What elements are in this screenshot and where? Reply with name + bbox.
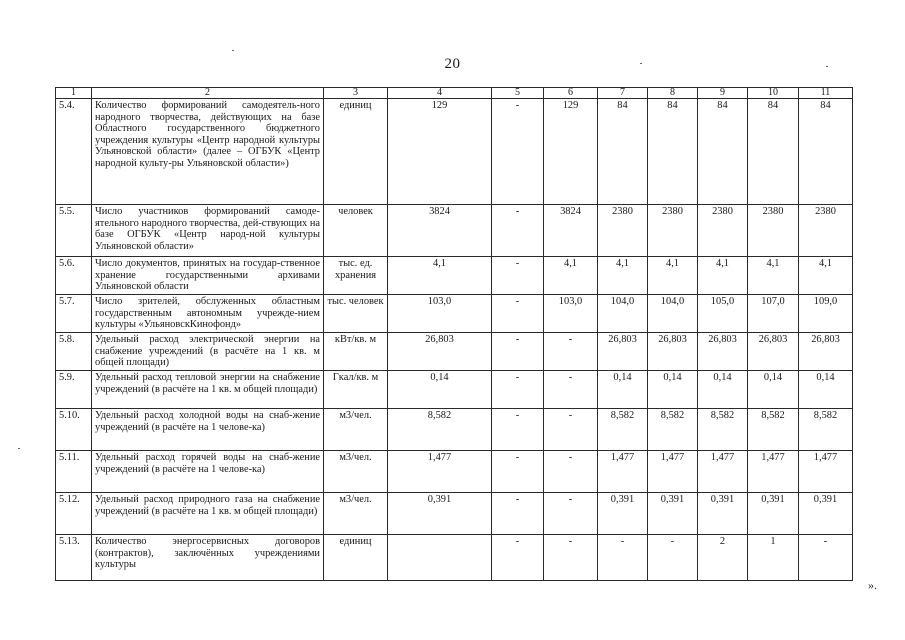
unit-cell: единиц [324, 535, 388, 581]
indicator-name: Удельный расход электрической энергии на снабжение учреждений (в расчёте на 1 кв. м общей площади) [92, 333, 324, 371]
value-cell: 2380 [648, 205, 698, 257]
table-row [56, 535, 853, 581]
value-cell: - [492, 333, 544, 371]
value-cell: 0,14 [748, 371, 799, 409]
unit-cell: м3/чел. [324, 493, 388, 535]
row-number: 5.12. [56, 493, 92, 535]
value-cell: 8,582 [648, 409, 698, 451]
value-cell: - [544, 333, 598, 371]
indicator-name: Количество формирований самодеятель-ного народного творчества, действующих на базе Областного государственного бюджетного учреждения культуры «Центр народной культуры Ульяновской области» (далее – ОГБУК «Центр народной культу-ры Ульяновской области») [92, 99, 324, 205]
table-row [56, 409, 853, 451]
value-cell: 0,391 [748, 493, 799, 535]
value-cell: - [492, 409, 544, 451]
value-cell: - [492, 493, 544, 535]
value-cell [388, 535, 492, 581]
value-cell: 84 [698, 99, 748, 205]
row-number: 5.10. [56, 409, 92, 451]
value-cell: 103,0 [544, 295, 598, 333]
col-header-1: 1 [56, 88, 92, 99]
table-row [56, 371, 853, 409]
indicator-name: Количество энергосервисных договоров (контрактов), заключённых учреждениями культуры [92, 535, 324, 581]
unit-cell: м3/чел. [324, 451, 388, 493]
value-cell: 0,14 [648, 371, 698, 409]
row-number: 5.7. [56, 295, 92, 333]
unit-cell: м3/чел. [324, 409, 388, 451]
col-header-7: 7 [598, 88, 648, 99]
indicator-name: Число документов, принятых на государ-ственное хранение государственными архивами Ульяновской области [92, 257, 324, 295]
value-cell: - [492, 371, 544, 409]
table-row [56, 451, 853, 493]
col-header-8: 8 [648, 88, 698, 99]
row-number: 5.9. [56, 371, 92, 409]
value-cell: - [492, 451, 544, 493]
value-cell: 104,0 [648, 295, 698, 333]
value-cell: 104,0 [598, 295, 648, 333]
col-header-10: 10 [748, 88, 799, 99]
value-cell: 1,477 [388, 451, 492, 493]
table-row [56, 205, 853, 257]
col-header-9: 9 [698, 88, 748, 99]
value-cell: 129 [388, 99, 492, 205]
col-header-6: 6 [544, 88, 598, 99]
indicator-name: Удельный расход холодной воды на снаб-жение учреждений (в расчёте на 1 челове-ка) [92, 409, 324, 451]
value-cell: 2380 [799, 205, 853, 257]
col-header-5: 5 [492, 88, 544, 99]
value-cell: 0,14 [388, 371, 492, 409]
indicator-name: Удельный расход горячей воды на снаб-жение учреждений (в расчёте на 1 челове-ка) [92, 451, 324, 493]
value-cell: 26,803 [648, 333, 698, 371]
value-cell: - [544, 451, 598, 493]
page-number: 20 [444, 56, 461, 72]
value-cell: - [492, 205, 544, 257]
value-cell: 4,1 [748, 257, 799, 295]
value-cell: 8,582 [799, 409, 853, 451]
col-header-3: 3 [324, 88, 388, 99]
value-cell: - [492, 99, 544, 205]
value-cell: 84 [799, 99, 853, 205]
table-row [56, 99, 853, 205]
unit-cell: кВт/кв. м [324, 333, 388, 371]
scan-speck [18, 448, 20, 449]
value-cell: 109,0 [799, 295, 853, 333]
value-cell: 4,1 [648, 257, 698, 295]
row-number: 5.13. [56, 535, 92, 581]
value-cell: 3824 [544, 205, 598, 257]
value-cell: 26,803 [698, 333, 748, 371]
value-cell: 0,391 [698, 493, 748, 535]
value-cell: 0,14 [598, 371, 648, 409]
value-cell: 26,803 [598, 333, 648, 371]
value-cell: 0,391 [598, 493, 648, 535]
value-cell: - [799, 535, 853, 581]
closing-quote: ». [868, 578, 877, 592]
col-header-11: 11 [799, 88, 853, 99]
col-header-2: 2 [92, 88, 324, 99]
value-cell: 4,1 [544, 257, 598, 295]
scan-speck [826, 66, 828, 67]
value-cell: 2380 [598, 205, 648, 257]
value-cell: 26,803 [748, 333, 799, 371]
value-cell: - [544, 535, 598, 581]
column-number-row [56, 88, 853, 99]
value-cell: - [544, 493, 598, 535]
unit-cell: Гкал/кв. м [324, 371, 388, 409]
table-row [56, 493, 853, 535]
value-cell: 105,0 [698, 295, 748, 333]
value-cell: 84 [598, 99, 648, 205]
value-cell: 4,1 [388, 257, 492, 295]
value-cell: 103,0 [388, 295, 492, 333]
scan-speck [232, 50, 234, 51]
row-number: 5.5. [56, 205, 92, 257]
unit-cell: единиц [324, 99, 388, 205]
value-cell: - [492, 257, 544, 295]
row-number: 5.8. [56, 333, 92, 371]
value-cell: 129 [544, 99, 598, 205]
value-cell: 4,1 [799, 257, 853, 295]
indicator-name: Число участников формирований самоде-ятельного народного творчества, дей-ствующих на базе ОГБУК «Центр народ-ной культуры Ульяновской области» [92, 205, 324, 257]
table-row [56, 295, 853, 333]
table-row [56, 333, 853, 371]
value-cell: 8,582 [388, 409, 492, 451]
row-number: 5.4. [56, 99, 92, 205]
row-number: 5.6. [56, 257, 92, 295]
value-cell: 8,582 [748, 409, 799, 451]
indicators-table [55, 87, 853, 581]
value-cell: 1,477 [799, 451, 853, 493]
value-cell: 3824 [388, 205, 492, 257]
value-cell: 2380 [698, 205, 748, 257]
value-cell: - [598, 535, 648, 581]
indicator-name: Число зрителей, обслуженных областным государственным автономным учрежде-нием культуры «УльяновскКинофонд» [92, 295, 324, 333]
value-cell: 1 [748, 535, 799, 581]
value-cell: - [492, 535, 544, 581]
unit-cell: тыс. человек [324, 295, 388, 333]
value-cell: - [648, 535, 698, 581]
value-cell: 8,582 [598, 409, 648, 451]
value-cell: 1,477 [698, 451, 748, 493]
row-number: 5.11. [56, 451, 92, 493]
value-cell: 0,14 [799, 371, 853, 409]
value-cell: 4,1 [598, 257, 648, 295]
value-cell: 1,477 [648, 451, 698, 493]
col-header-4: 4 [388, 88, 492, 99]
value-cell: 2 [698, 535, 748, 581]
table-row [56, 257, 853, 295]
value-cell: 4,1 [698, 257, 748, 295]
value-cell: 0,14 [698, 371, 748, 409]
indicator-name: Удельный расход природного газа на снабжение учреждений (в расчёте на 1 кв. м общей площади) [92, 493, 324, 535]
value-cell: 1,477 [598, 451, 648, 493]
value-cell: 2380 [748, 205, 799, 257]
value-cell: - [544, 409, 598, 451]
value-cell: - [492, 295, 544, 333]
value-cell: 84 [748, 99, 799, 205]
value-cell: 0,391 [799, 493, 853, 535]
value-cell: 0,391 [648, 493, 698, 535]
value-cell: 84 [648, 99, 698, 205]
value-cell: 8,582 [698, 409, 748, 451]
value-cell: 0,391 [388, 493, 492, 535]
unit-cell: тыс. ед. хранения [324, 257, 388, 295]
value-cell: 1,477 [748, 451, 799, 493]
value-cell: - [544, 371, 598, 409]
value-cell: 26,803 [799, 333, 853, 371]
unit-cell: человек [324, 205, 388, 257]
indicator-name: Удельный расход тепловой энергии на снабжение учреждений (в расчёте на 1 кв. м общей площади) [92, 371, 324, 409]
value-cell: 26,803 [388, 333, 492, 371]
value-cell: 107,0 [748, 295, 799, 333]
scan-speck [640, 63, 642, 64]
